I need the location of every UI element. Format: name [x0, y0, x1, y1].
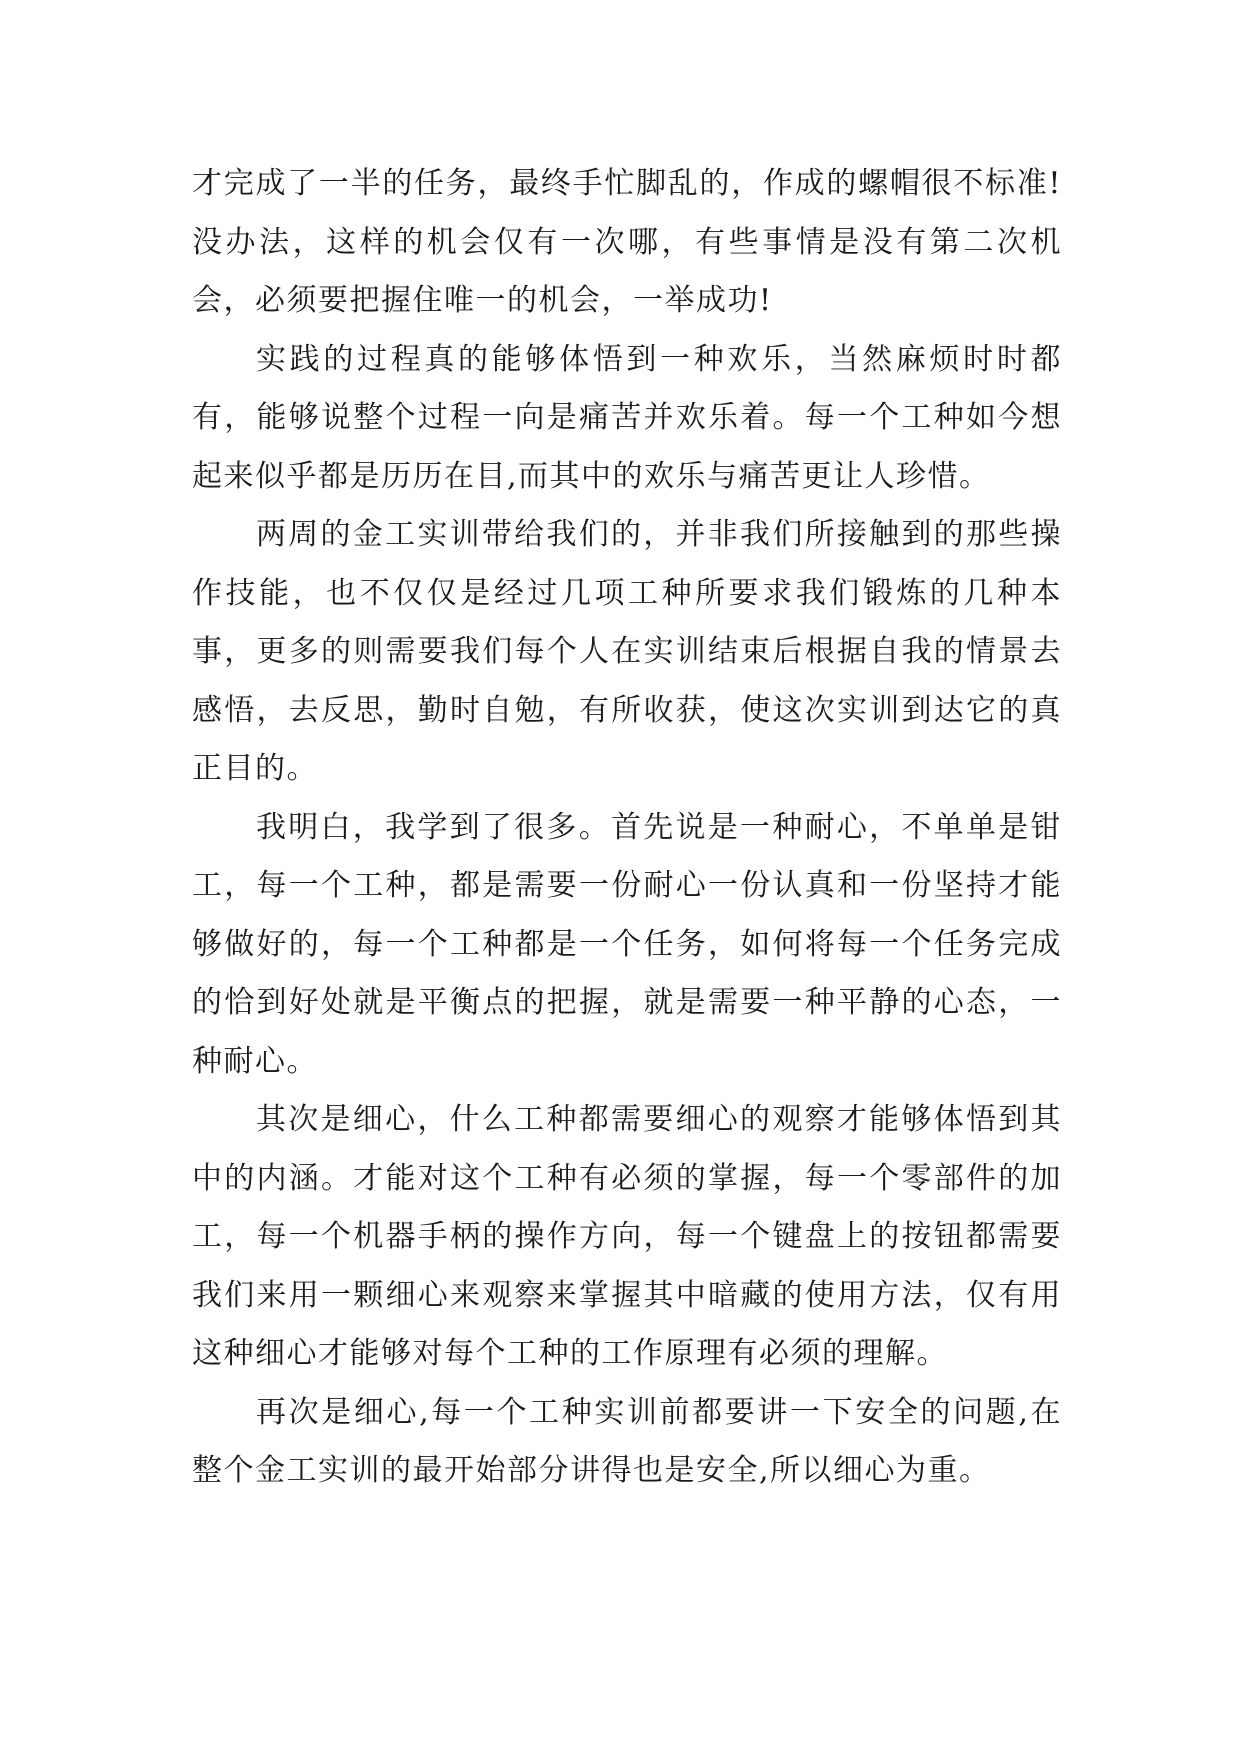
- paragraph-1: 才完成了一半的任务，最终手忙脚乱的，作成的螺帽很不标准!没办法，这样的机会仅有一次哪，有些事情是没有第二次机会，必须要把握住唯一的机会，一举成功!: [192, 166, 1062, 318]
- paragraph-3: 两周的金工实训带给我们的，并非我们所接触到的那些操作技能，也不仅仅是经过几项工种所要求我们锻炼的几种本事，更多的则需要我们每个人在实训结束后根据自我的情景去感悟，去反思，勤时自勉，有所收获，使这次实训到达它的真正目的。: [192, 517, 1062, 786]
- paragraph-5: 其次是细心，什么工种都需要细心的观察才能够体悟到其中的内涵。才能对这个工种有必须的掌握，每一个零部件的加工，每一个机器手柄的操作方向，每一个键盘上的按钮都需要我们来用一颗细心来观察来掌握其中暗藏的使用方法，仅有用这种细心才能够对每个工种的工作原理有必须的理解。: [192, 1102, 1062, 1371]
- paragraph-2: 实践的过程真的能够体悟到一种欢乐，当然麻烦时时都有，能够说整个过程一向是痛苦并欢乐着。每一个工种如今想起来似乎都是历历在目,而其中的欢乐与痛苦更让人珍惜。: [192, 341, 1062, 494]
- paragraph-6: 再次是细心,每一个工种实训前都要讲一下安全的问题,在整个金工实训的最开始部分讲得也是安全,所以细心为重。: [192, 1394, 1062, 1488]
- paragraph-4: 我明白，我学到了很多。首先说是一种耐心，不单单是钳工，每一个工种，都是需要一份耐心一份认真和一份坚持才能够做好的，每一个工种都是一个任务，如何将每一个任务完成的恰到好处就是平衡点的把握，就是需要一种平静的心态，一种耐心。: [192, 809, 1062, 1079]
- body-text: [192, 155, 1062, 1501]
